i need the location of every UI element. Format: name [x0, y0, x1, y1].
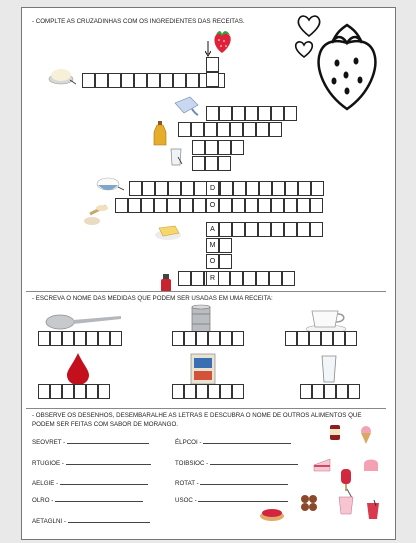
crossword-cell[interactable] [134, 73, 147, 88]
crossword-letter-cell: R [206, 271, 219, 286]
crossword-cell[interactable] [230, 271, 243, 286]
crossword-cell[interactable] [191, 122, 204, 137]
strawberry-icon [208, 28, 236, 54]
measure-answer-box[interactable] [333, 331, 345, 346]
crossword-instruction: - COMPLTE AS CRUZADINHAS COM OS INGREDIENTES DAS RECEITAS. [32, 18, 245, 25]
oil-icon [152, 120, 168, 146]
crossword-cell[interactable] [206, 57, 219, 72]
scrambled-word: AETAGLNI - [32, 518, 150, 525]
measure-answer-box[interactable] [208, 384, 220, 399]
crossword-cell[interactable] [193, 198, 206, 213]
measure-answer-box[interactable] [285, 331, 297, 346]
unscramble-instruction-line2: PODEM SER FEITAS COM SABOR DE MORANGO. [32, 421, 178, 428]
box-icon [189, 352, 217, 386]
measure-answer-box[interactable] [196, 331, 208, 346]
measure-answer-box[interactable] [74, 384, 86, 399]
cake-slice-icon [313, 456, 331, 474]
crossword-cell[interactable] [311, 181, 324, 196]
crossword-cell[interactable] [178, 122, 191, 137]
crossword-cell[interactable] [95, 73, 108, 88]
crossword-cell[interactable] [142, 181, 155, 196]
crossword-cell[interactable] [219, 238, 232, 253]
measure-answer-box[interactable] [62, 331, 74, 346]
crossword-cell[interactable] [258, 198, 271, 213]
measure-answer-box[interactable] [50, 331, 62, 346]
measure-answer-box[interactable] [297, 331, 309, 346]
cream-icon [94, 174, 124, 196]
crossword-cell[interactable] [218, 140, 231, 155]
crossword-cell[interactable] [181, 181, 194, 196]
arrow-down-icon [205, 41, 211, 57]
measure-answer-box[interactable] [172, 384, 184, 399]
crossword-cell[interactable] [284, 106, 297, 121]
crossword-cell[interactable] [233, 181, 246, 196]
scrambled-word: OLRO - [32, 497, 143, 504]
crossword-cell[interactable] [284, 222, 297, 237]
measure-answer-box[interactable] [348, 384, 360, 399]
scrambled-word: ÉLPCOI - [175, 439, 291, 446]
measure-answer-box[interactable] [300, 384, 312, 399]
crossword-cell[interactable] [269, 122, 282, 137]
crossword-cell[interactable] [232, 222, 245, 237]
scrambled-word: RTUGIOE - [32, 460, 151, 467]
crossword-cell[interactable] [121, 73, 134, 88]
crossword-cell[interactable] [230, 122, 243, 137]
crossword-cell[interactable] [108, 73, 121, 88]
crossword-cell[interactable] [271, 222, 284, 237]
crossword-cell[interactable] [205, 156, 218, 171]
crossword-cell[interactable] [180, 198, 193, 213]
measure-answer-box[interactable] [172, 331, 184, 346]
crossword-cell[interactable] [243, 122, 256, 137]
butter-icon [153, 222, 185, 242]
crossword-cell[interactable] [272, 181, 285, 196]
crossword-cell[interactable] [178, 271, 191, 286]
drink-icon [365, 500, 381, 520]
measure-answer-box[interactable] [98, 384, 110, 399]
can-icon [190, 304, 212, 334]
crossword-cell[interactable] [173, 73, 186, 88]
crossword-cell[interactable] [219, 222, 232, 237]
crossword-cell[interactable] [259, 181, 272, 196]
water-glass-icon [169, 147, 183, 167]
crossword-cell[interactable] [243, 271, 256, 286]
crossword-cell[interactable] [220, 181, 233, 196]
scrambled-word: USOC - [175, 497, 288, 504]
crossword-letter-cell: D [206, 181, 219, 196]
scrambled-word: SEOVRET - [32, 439, 149, 446]
crossword-cell[interactable] [160, 73, 173, 88]
mousse-icon [363, 456, 379, 472]
crossword-cell[interactable] [82, 73, 95, 88]
crossword-cell[interactable] [129, 181, 142, 196]
crossword-cell[interactable] [141, 198, 154, 213]
crossword-cell[interactable] [297, 198, 310, 213]
crossword-cell[interactable] [186, 73, 199, 88]
crossword-cell[interactable] [256, 122, 269, 137]
crossword-cell[interactable] [205, 140, 218, 155]
crossword-cell[interactable] [219, 106, 232, 121]
measure-answer-box[interactable] [312, 384, 324, 399]
measure-answer-box[interactable] [220, 384, 232, 399]
scrambled-word: AELGIE - [32, 480, 148, 487]
measure-answer-box[interactable] [38, 331, 50, 346]
tart-icon [259, 503, 285, 523]
crossword-cell[interactable] [282, 271, 295, 286]
scrambled-word: TOIBSIOC - [175, 460, 298, 467]
measure-answer-box[interactable] [309, 331, 321, 346]
crossword-cell[interactable] [217, 122, 230, 137]
milkshake-icon [335, 488, 357, 516]
measure-answer-box[interactable] [50, 384, 62, 399]
crossword-cell[interactable] [231, 140, 244, 155]
crossword-cell[interactable] [269, 271, 282, 286]
crossword-cell[interactable] [310, 222, 323, 237]
unscramble-instruction-line1: - OBSERVE OS DESENHOS, DESEMBARALHE AS LETRAS E DESCUBRA O NOME DE OUTROS ALIMENTOS QUE [32, 412, 362, 419]
crossword-cell[interactable] [167, 198, 180, 213]
crossword-cell[interactable] [155, 181, 168, 196]
crossword-cell[interactable] [168, 181, 181, 196]
crossword-cell[interactable] [298, 181, 311, 196]
measure-answer-box[interactable] [184, 331, 196, 346]
crossword-cell[interactable] [258, 106, 271, 121]
crossword-cell[interactable] [310, 198, 323, 213]
measure-answer-box[interactable] [232, 331, 244, 346]
crossword-cell[interactable] [218, 156, 231, 171]
flour-icon [46, 65, 76, 87]
scrambled-word: ROTAT - [175, 480, 288, 487]
crossword-cell[interactable] [154, 198, 167, 213]
measure-answer-box[interactable] [110, 331, 122, 346]
crossword-letter-cell: O [206, 198, 219, 213]
measure-answer-box[interactable] [98, 331, 110, 346]
measure-answer-box[interactable] [196, 384, 208, 399]
measure-answer-box[interactable] [208, 331, 220, 346]
crossword-letter-cell: A [206, 222, 219, 237]
divider [26, 408, 386, 409]
measure-answer-box[interactable] [86, 331, 98, 346]
measure-answer-box[interactable] [232, 384, 244, 399]
crossword-letter-cell: O [206, 254, 219, 269]
crossword-cell[interactable] [245, 222, 258, 237]
crossword-cell[interactable] [206, 106, 219, 121]
ice-cream-icon [359, 425, 373, 445]
cookies-icon [300, 494, 318, 512]
crossword-cell[interactable] [192, 140, 205, 155]
measures-instruction: - ESCREVA O NOME DAS MEDIDAS QUE PODEM SER USADAS EM UMA RECEITA: [32, 295, 273, 302]
measure-answer-box[interactable] [336, 384, 348, 399]
crossword-cell[interactable] [192, 156, 205, 171]
crossword-cell[interactable] [285, 181, 298, 196]
crossword-letter-cell: M [206, 238, 219, 253]
crossword-cell[interactable] [191, 271, 204, 286]
crossword-cell[interactable] [206, 72, 219, 87]
crossword-cell[interactable] [256, 271, 269, 286]
strawberry-icon [312, 23, 382, 111]
crossword-cell[interactable] [297, 222, 310, 237]
crossword-cell[interactable] [204, 122, 217, 137]
measure-answer-box[interactable] [74, 331, 86, 346]
crossword-cell[interactable] [232, 106, 245, 121]
measure-answer-box[interactable] [345, 331, 357, 346]
crossword-cell[interactable] [219, 198, 232, 213]
crossword-cell[interactable] [271, 106, 284, 121]
crossword-cell[interactable] [258, 222, 271, 237]
sugar-icon [82, 202, 110, 228]
crossword-cell[interactable] [147, 73, 160, 88]
milk-icon [172, 95, 202, 117]
measure-answer-box[interactable] [321, 331, 333, 346]
drop-icon [64, 352, 92, 386]
measure-answer-box[interactable] [38, 384, 50, 399]
crossword-cell[interactable] [245, 106, 258, 121]
crossword-cell[interactable] [245, 198, 258, 213]
divider [26, 291, 386, 292]
measure-answer-box[interactable] [62, 384, 74, 399]
crossword-cell[interactable] [246, 181, 259, 196]
crossword-cell[interactable] [284, 198, 297, 213]
food-coloring-icon [159, 273, 173, 293]
measure-answer-box[interactable] [220, 331, 232, 346]
yogurt-icon [328, 423, 342, 441]
glass-icon [320, 354, 338, 384]
crossword-cell[interactable] [128, 198, 141, 213]
crossword-cell[interactable] [232, 198, 245, 213]
crossword-cell[interactable] [115, 198, 128, 213]
measure-answer-box[interactable] [86, 384, 98, 399]
measure-answer-box[interactable] [184, 384, 196, 399]
crossword-cell[interactable] [271, 198, 284, 213]
worksheet [21, 7, 396, 540]
crossword-cell[interactable] [219, 254, 232, 269]
measure-answer-box[interactable] [324, 384, 336, 399]
